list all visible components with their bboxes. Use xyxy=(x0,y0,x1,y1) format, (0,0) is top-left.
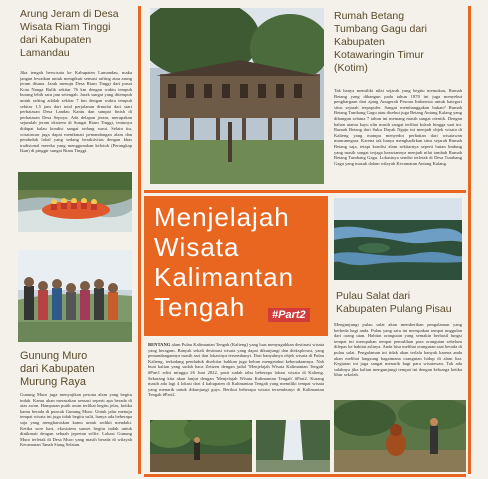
salat-title xyxy=(336,290,466,316)
betang-title-line4: Kotawaringin Timur xyxy=(334,49,424,61)
arung-body: Jika tengah berwisata ke Kabupaten Lamandau, maka jangan lewatkan untuk mengikuti sensasi rafting atau arung jeram disana. Jarak menuju Desa Riam Tinggi dari pusat Kota Nanga Bulik sekitar 76 km dengan waktu tempuh kurang lebih satu jam setengah. Jarak sungai yang ditempuh untuk rafting adalah sekitar 7 km dengan waktu tempuh sekitar 1,5 jam dari total perjalanan dimulai dari start perbatasan Desa Landau Kantu dan sampai finish di perbatasan Desa Sepoyu. Ada delapan jeram, merupakan sejumlah jeram ekstrem di Sungai Riam Tinggi, tentunya didapat kalau kondisi sangat sedang surut. Selain itu, wisatawan juga dapat menikmati pemandangan alam dan penduduk lokal yang sedang beraktivitas dengan khas tradisional mereka yang menggunakan kelotok (Perangkap Ikan) di pinggir sungai Riam Tinggi. xyxy=(20,70,132,154)
waterfall-photo xyxy=(256,420,330,472)
betang-title-line1: Rumah Betang xyxy=(334,10,405,22)
muro-title-line3: Murung Raya xyxy=(20,376,87,388)
intro-lead: BENTANG xyxy=(148,342,171,347)
arung-title-line4: Lamandau xyxy=(20,47,70,59)
mountain-group-photo xyxy=(18,250,132,342)
betang-title-line3: Kabupaten xyxy=(334,36,385,48)
salat-body: Mengunjungi pulau salat akan memberikan pengalaman yang berbeda bagi anda. Pulau yang satu ini merupakan tempat unggulan dari orang utan. Habitat orangutan yang semakin berhasil fungsi tempat ini merupakan tempat pemulihan para orangutan sebelum dilepas ke habitat aslinya. Anda bisa melihat orangutan saat berada di pulau salat. Pengalaman ini tidak akan terlalu banyak karena anda akan melihat langsung bagaimana orangutan hidup di alam liar. Kegiatan ini juga sangat menarik bagi para wisatawan. Tak ada salahnya jika kalian mengunjungi tempat ini dengan keluarga ketika libur sekolah. xyxy=(334,322,462,378)
betang-title xyxy=(334,10,464,75)
part-tag: #Part2 xyxy=(268,308,310,322)
forest-photo xyxy=(150,420,252,472)
betang-body: Tak hanya memiliki nilai sejarah yang begitu memukau, Rumah Betang yang dibangun pada tahun 1870 ini juga menyebut penghargaan dari ajang Anugerah Pesona Indonesia untuk kategori situs sejarah terpopuler. Sangat membanggakan bukan? Rumah Betang Tumbang Gagu atau disebut juga Betang Antang Kalang yang dibangun selama 7 tahun ini memang masih sangat otentik. Dengan bahan utama kayu ulin masih sangat terlihat kokoh hingga saat ini. Rumah Betang dari Suku Dayak Ngaju ini menjadi objek wisata di Kalteng yang mampu menyedot perhatian dari wisatawan mancanegara. Karena tak hanya menghadirkan situs sejarah Rumah Betang saja, tetapi kondisi alam sekitarnya seperti hutan lindung yang masih sangat terjaga keasriannya menjadi nilai tambah Rumah Betang Tumbang Gagu. Lokasinya sendiri terletak di Desa Tumbang Gagu yang masuk dalam wilayah Kecamatan Antang Kalang. xyxy=(334,88,462,166)
muro-body: Gunung Muro juga menyajikan pesona alam yang begitu indah. Kamu akan merasakan sensasi seperti apa berada di atas awan. Hamparan putih awan terlihat begitu jelas, ketika kamu berada di puncak Gunung Muro. Untuk jalur menuju tempat wisata ini juga tidak begitu sulit, hanya ada beberapa saja yang mengharuskan kamu untuk sedikit mendaki. Ketika sore hari, ekosistem sunset begitu indah untuk dinikmati dengan sebuah jepretan selfie. Lokasi Gunung Muro terletak di Desa Muro yang masih berada di wilayah Kecamatan Tanah Siang Selatan. xyxy=(20,392,132,448)
hero-line2: Wisata xyxy=(154,232,240,262)
intro-body xyxy=(148,342,324,414)
muro-title-line1: Gunung Muro xyxy=(20,350,88,362)
salat-title-line2: Kabupaten Pulang Pisau xyxy=(336,303,452,315)
bottom-divider xyxy=(144,474,466,477)
arung-title-line1: Arung Jeram di Desa xyxy=(20,8,119,20)
salat-title-line1: Pulau Salat dari xyxy=(336,290,411,302)
arung-title xyxy=(20,8,145,60)
betang-photo xyxy=(150,8,324,184)
betang-title-line2: Tumbang Gagu dari xyxy=(334,23,427,35)
betang-title-line5: (Kotim) xyxy=(334,62,368,74)
hero-line1: Menjelajah xyxy=(154,202,290,232)
hero-line4: Tengah xyxy=(154,292,246,322)
arung-title-line2: Wisata Riam Tinggi xyxy=(20,21,111,33)
arung-title-line3: dari Kabupaten xyxy=(20,34,92,46)
muro-title xyxy=(20,350,135,389)
intro-text: alam Pulau Kalimantan Tengah (Kalteng) yang luas menyuguhkan destinasi wisata yang beragam. Banyak sekali destinasi wisata yang dapat dikunjungi dan dieksplorasi, yang pemandangannya masih asri dan lokasinya tersembunyi. Dari banyaknya objek wisata di Pulau Kalteng, terkadang penduduk disekitar bahkan juga belum mengetahui keberadaannya. Nah buat kalian yang sudah baca Zetizen dengan judul 'Menjelajah Wisata Kalimantan Tengah' #Part1 edisi minggu 26 Juni 2022, pasti sudah tahu beberapa lokasi wisata di Kalteng. Sekarang kita akan lanjut dengan 'Menjelajah Wisata Kalimantan Tengah' #Part2. Kurang masih ada lagi 4 lokasi dari 4 kabupaten di Kalimantan Tengah yang memiliki tempat wisata yang menarik untuk dikunjungi guys. Berikut beberapa wisata tersembunyi di Kalimantan Tengah #Part2. xyxy=(148,342,324,398)
right-divider xyxy=(468,6,471,474)
left-divider xyxy=(138,6,141,474)
rafting-photo xyxy=(18,172,132,232)
hero-block xyxy=(144,196,328,336)
river-aerial-photo xyxy=(334,198,462,280)
hero-line3: Kalimantan xyxy=(154,262,295,292)
orangutan-photo xyxy=(334,400,466,472)
muro-title-line2: dari Kabupaten xyxy=(20,363,95,375)
top-divider xyxy=(144,190,466,193)
